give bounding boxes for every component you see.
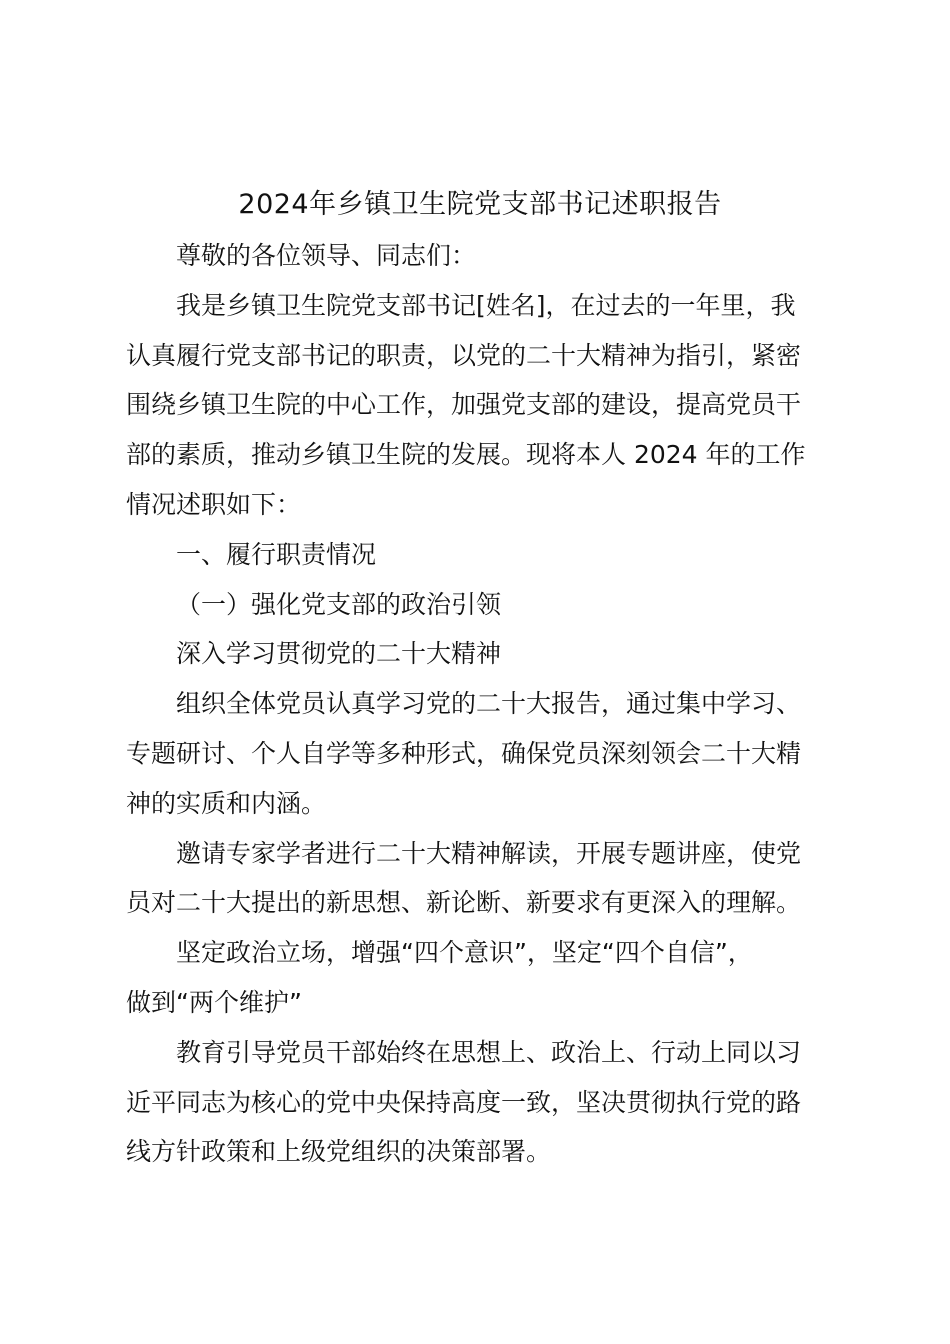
paragraph-line: 情况述职如下： <box>126 489 302 519</box>
subsection-heading: （一）强化党支部的政治引领 <box>176 589 502 619</box>
paragraph-line: 员对二十大提出的新思想、新论断、新要求有更深入的理解。 <box>126 888 802 918</box>
paragraph-line: 部的素质，推动乡镇卫生院的发展。现将本人 2024 年的工作 <box>126 440 806 470</box>
paragraph-line: 近平同志为核心的党中央保持高度一致，坚决贯彻执行党的路 <box>126 1087 802 1117</box>
paragraph-line: 我是乡镇卫生院党支部书记[姓名]，在过去的一年里，我 <box>176 290 796 320</box>
paragraph-line: 神的实质和内涵。 <box>126 788 327 818</box>
document-body <box>126 231 836 1177</box>
item-heading: 深入学习贯彻党的二十大精神 <box>176 639 502 669</box>
paragraph-line: 教育引导党员干部始终在思想上、政治上、行动上同以习 <box>176 1037 802 1067</box>
item-heading: 做到“两个维护” <box>126 987 302 1017</box>
paragraph-line: 邀请专家学者进行二十大精神解读，开展专题讲座，使党 <box>176 838 802 868</box>
paragraph-line: 围绕乡镇卫生院的中心工作，加强党支部的建设，提高党员干 <box>126 390 802 420</box>
paragraph-line: 专题研讨、个人自学等多种形式，确保党员深刻领会二十大精 <box>126 738 802 768</box>
paragraph-line: 认真履行党支部书记的职责，以党的二十大精神为指引，紧密 <box>126 340 802 370</box>
document-title: 2024年乡镇卫生院党支部书记述职报告 <box>238 189 722 220</box>
paragraph-line: 组织全体党员认真学习党的二十大报告，通过集中学习、 <box>176 689 802 719</box>
paragraph-line: 线方针政策和上级党组织的决策部署。 <box>126 1137 552 1167</box>
section-heading: 一、履行职责情况 <box>176 539 377 569</box>
item-heading: 坚定政治立场，增强“四个意识”，坚定“四个自信”， <box>176 938 753 968</box>
salutation-line: 尊敬的各位领导、同志们： <box>176 241 477 270</box>
